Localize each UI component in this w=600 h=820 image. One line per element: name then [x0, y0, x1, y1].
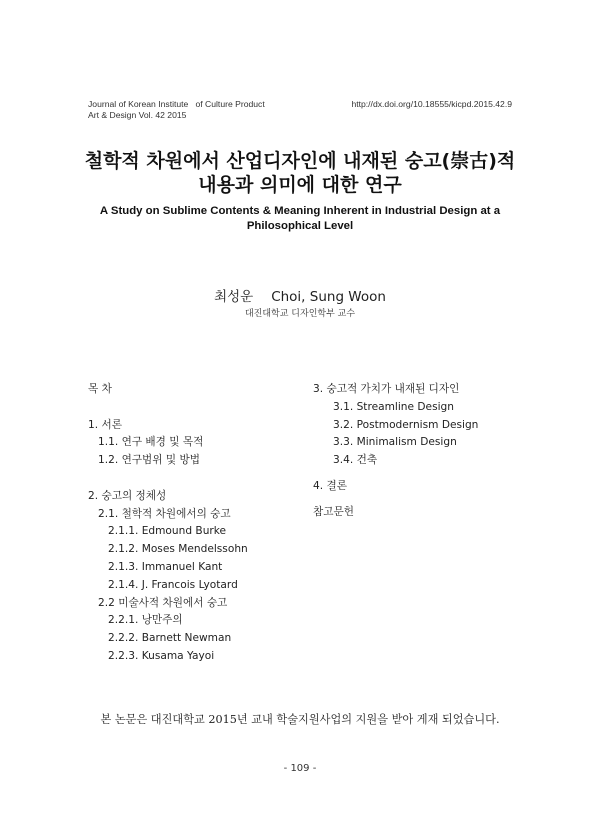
toc-item: 2.2 미술사적 차원에서 숭고 — [98, 596, 228, 609]
author — [0, 285, 600, 305]
toc-item: 2.2.3. Kusama Yayoi — [108, 649, 215, 662]
toc-item: 1. 서론 — [88, 418, 122, 431]
toc-item: 1.1. 연구 배경 및 목적 — [98, 436, 204, 449]
toc-item: 참고문헌 — [313, 505, 354, 518]
funding-note: 본 논문은 대진대학교 2015년 교내 학술지원사업의 지원을 받아 게재 되었습니다. — [100, 713, 500, 726]
toc-item: 3.4. 건축 — [333, 454, 378, 467]
toc-item: 2.1.1. Edmound Burke — [108, 525, 227, 538]
toc-item: 2.1.4. J. Francois Lyotard — [108, 578, 238, 591]
toc-item: 3.2. Postmodernism Design — [333, 418, 479, 431]
english-title: A Study on Sublime Contents & Meaning Inherent in Industrial Design at a Philosophical Level — [99, 205, 501, 232]
toc-left-column — [88, 381, 248, 666]
toc-item: 3.1. Streamline Design — [333, 400, 454, 413]
toc-item: 1.2. 연구범위 및 방법 — [98, 454, 200, 467]
page-number: - 109 - — [283, 763, 317, 774]
toc-item: 4. 결론 — [313, 479, 347, 492]
toc-item: 2.2.1. 낭만주의 — [108, 614, 183, 627]
toc-heading: 목 차 — [88, 383, 112, 395]
korean-title-line-2: 내용과 의미에 대한 연구 — [198, 174, 402, 196]
toc-item: 3.3. Minimalism Design — [333, 436, 457, 449]
author-affiliation: 대진대학교 디자인학부 교수 — [244, 309, 356, 319]
author-name-korean: 최성운 — [214, 289, 254, 305]
journal-name: Journal of Korean Institute of Culture Product — [88, 99, 265, 109]
toc-item: 2.1. 철학적 차원에서의 숭고 — [98, 507, 231, 520]
korean-title — [0, 149, 600, 197]
korean-title-line-1: 철학적 차원에서 산업디자인에 내재된 숭고(崇古)적 — [84, 150, 516, 172]
toc-item: 3. 숭고적 가치가 내재된 디자인 — [313, 383, 460, 395]
journal-volume: Art & Design Vol. 42 2015 — [88, 110, 187, 120]
toc-right-column — [313, 381, 478, 522]
journal-info — [88, 99, 265, 121]
author-name-english: Choi, Sung Woon — [271, 289, 386, 305]
toc-item: 2. 숭고의 정체성 — [88, 489, 167, 502]
toc-item: 2.1.2. Moses Mendelssohn — [108, 543, 248, 556]
doi-link[interactable]: http://dx.doi.org/10.18555/kicpd.2015.42.9 — [351, 99, 512, 109]
toc-item: 2.2.2. Barnett Newman — [108, 632, 232, 645]
toc-item: 2.1.3. Immanuel Kant — [108, 560, 223, 573]
